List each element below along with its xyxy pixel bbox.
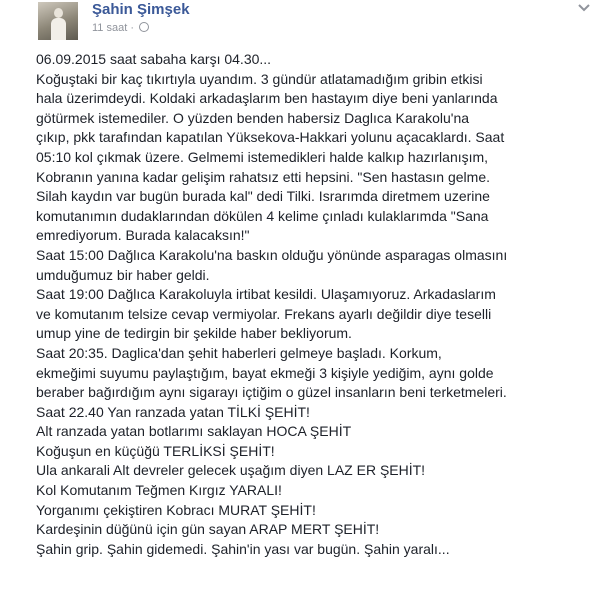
post-line: Kardeşinin düğünü için gün sayan ARAP MERT ŞEHİT! [36,521,380,538]
post-line: ekmeğimi suyumu paylaştığım, bayat ekmeği 3 kişiyle yediğim, aynı golde [36,364,494,381]
post-line: emrediyorum. Burada kalacaksın!" [36,227,250,244]
post-line: 05:10 kol çıkmak üzere. Gelmemi istemedikleri halde kalkıp hazırlanışım, [36,148,489,165]
author-name[interactable]: Şahin Şimşek [92,1,190,18]
post-line: Şahin grip. Şahin gidemedi. Şahin'in yası var bugün. Şahin yaralı... [36,540,450,557]
avatar-figure [51,18,66,40]
post-line: Koğuşun en küçüğü TERLİKSİ ŞEHİT! [36,442,275,459]
post-line: Saat 15:00 Dağlıca Karakolu'na baskın olduğu yönünde asparagas olmasını [36,246,508,263]
post-line: götürmek istemediler. O yüzden benden habersiz Daglıca Karakolu'na [36,109,470,126]
post-line: çıkıp, pkk tarafından kapatılan Yüksekova-Hakkari yolunu açacaklardı. Saat [36,129,505,146]
post-line: beraber bağırdığım aynı sigarayı içtiğim o güzel insanların beni terketmeleri. [36,384,507,401]
post-line: 06.09.2015 saat sabaha karşı 04.30... [36,51,272,67]
post-line: Saat 22.40 Yan ranzada yatan TİLKİ ŞEHİT! [36,403,310,420]
post-meta [92,22,149,34]
globe-icon [139,22,149,32]
post-header [0,0,600,44]
post-timestamp[interactable]: 11 saat [92,22,128,34]
post-line: umup yine de tedirgin bir şekilde haber bekliyorum. [36,325,352,342]
post-text [36,50,596,559]
post-line: Saat 19:00 Dağlıca Karakoluyla irtibat kesildi. Ulaşamıyoruz. Arkadaslarım [36,286,496,303]
post-line: Alt ranzada yatan botlarımı saklayan HOCA ŞEHİT [36,423,352,440]
post-line: komutanımın dudaklarından dökülen 4 kelime çınladı kulaklarımda "Sana [36,207,489,224]
chevron-down-icon[interactable] [577,2,591,14]
post-line: Yorganımı çekiştiren Kobracı MURAT ŞEHİT! [36,501,316,518]
post-line: Kobranın yanına kadar gelişim rahatsız etti hepsini. "Sen hastasın gelme. [36,168,491,185]
post-meta-separator: · [130,22,138,34]
avatar-head [54,8,63,18]
post-line: hala üzerimdeydi. Koldaki arkadaşlarım ben hastayım diye beni yanlarında [36,90,498,107]
post-line: ve komutanım telsize cevap vermiyolar. Frekans ayarlı değildir diye teselli [36,305,492,322]
post-line: Silah kaydın var bugün burada kal" dedi Tilki. Israrımda diretmem uzerine [36,188,490,205]
post-line: Koğuştaki bir kaç tıkırtıyla uyandım. 3 gündür atlatamadığım gribin etkisi [36,70,483,87]
avatar[interactable] [38,2,78,40]
post-line: Ula ankarali Alt devreler gelecek uşağım diyen LAZ ER ŞEHİT! [36,462,426,479]
post-line: umduğumuz bir haber geldi. [36,266,210,283]
post-line: Saat 20:35. Daglica'dan şehit haberleri gelmeye başladı. Korkum, [36,344,442,361]
post-line: Kol Komutanım Teğmen Kırgız YARALI! [36,482,282,499]
